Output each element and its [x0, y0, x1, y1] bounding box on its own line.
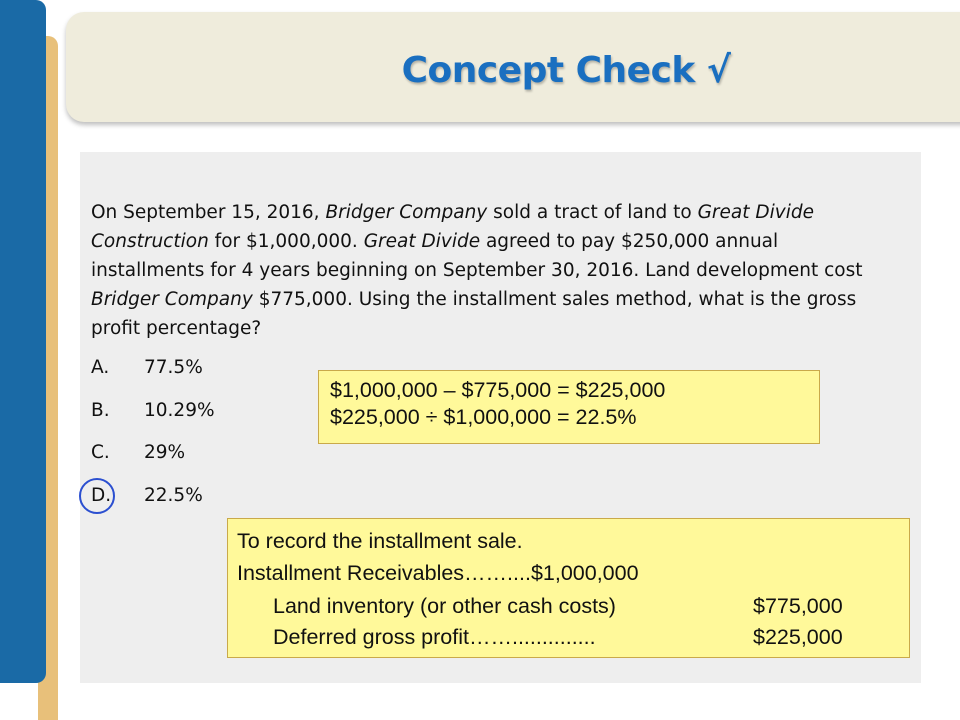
option-letter: B. — [91, 400, 110, 421]
option-text: 10.29% — [144, 400, 215, 421]
entry-credit-amount: $775,000 — [753, 594, 843, 618]
entry-debit-line: Installment Receivables……....$1,000,000 — [237, 561, 639, 585]
entry-credit-amount: $225,000 — [753, 625, 843, 649]
selected-answer-circle — [79, 478, 115, 514]
slide-title: Concept Check √ — [401, 50, 731, 91]
company-name: Bridger Company — [325, 202, 488, 223]
journal-entry-box — [227, 518, 910, 658]
blue-side-bar — [0, 0, 46, 683]
company-name: Bridger Company — [91, 289, 253, 310]
company-name: Great Divide Construction — [91, 202, 814, 252]
company-name: Great Divide — [363, 231, 481, 252]
option-text: 29% — [144, 442, 186, 463]
option-letter: A. — [91, 357, 110, 378]
entry-heading: To record the installment sale. — [237, 529, 523, 553]
calc-line: $225,000 ÷ $1,000,000 = 22.5% — [330, 405, 637, 429]
entry-credit-label: Deferred gross profit…….............. — [273, 625, 596, 649]
option-text: 77.5% — [144, 357, 203, 378]
entry-credit-label: Land inventory (or other cash costs) — [273, 594, 616, 618]
title-panel — [66, 12, 960, 122]
option-letter: D. — [91, 485, 112, 506]
option-letter: C. — [91, 442, 110, 463]
option-text: 22.5% — [144, 485, 203, 506]
calculation-box — [318, 370, 820, 444]
calc-line: $1,000,000 – $775,000 = $225,000 — [330, 378, 666, 402]
question-text: On September 15, 2016, Bridger Company sold a tract of land to Great Divide Construction for $1,000,000. Great Divide agreed to pay $250,000 annual installments for 4 years beginning on September 30, 2016. Land development cost Bridger Company $775,000. Using the installment sales method, what is the gross profit percentage? — [91, 202, 863, 339]
